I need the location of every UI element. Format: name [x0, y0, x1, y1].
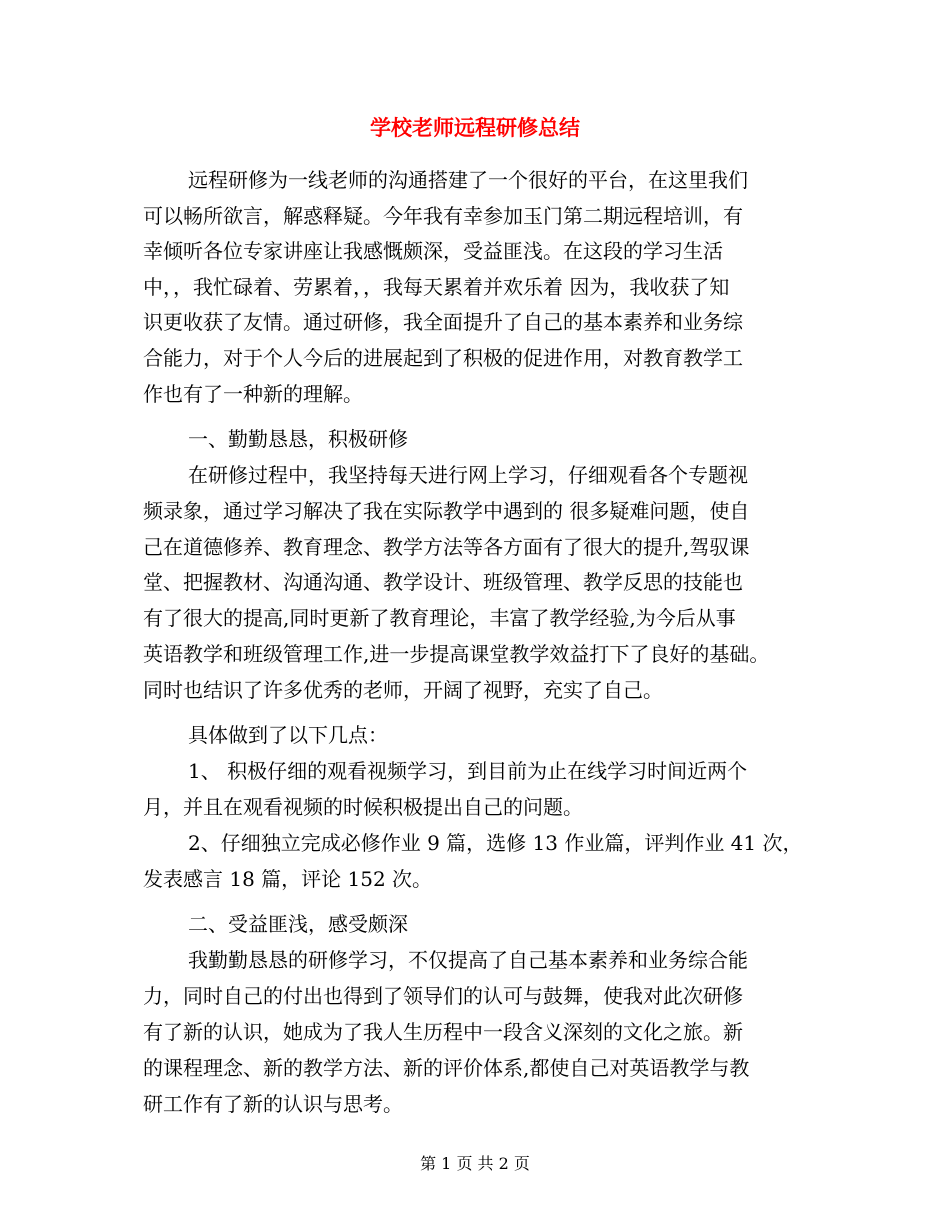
paragraph-line: 有了很大的提高,同时更新了教育理论，丰富了教学经验,为今后从事 [143, 606, 736, 630]
paragraph-line: 中，，我忙碌着、劳累着，，我每天累着并欢乐着 因为，我收获了知 [143, 275, 730, 299]
list-item: 2、仔细独立完成必修作业 9 篇，选修 13 作业篇，评判作业 41 次， [188, 831, 803, 855]
paragraph-line: 作也有了一种新的理解。 [143, 382, 363, 406]
paragraph-line: 合能力，对于个人今后的进展起到了积极的促进作用，对教育教学工 [143, 346, 743, 370]
paragraph-line: 力，同时自己的付出也得到了领导们的认可与鼓舞，使我对此次研修 [143, 984, 743, 1008]
section-heading: 一、勤勤恳恳，积极研修 [188, 427, 408, 451]
paragraph-line: 同时也结识了许多优秀的老师，开阔了视野，充实了自己。 [143, 678, 663, 702]
paragraph-line: 具体做到了以下几点： [188, 723, 388, 747]
paragraph-line: 频录象，通过学习解决了我在实际教学中遇到的 很多疑难问题，使自 [143, 499, 750, 523]
list-item: 1、 积极仔细的观看视频学习，到目前为止在线学习时间近两个 [188, 759, 748, 783]
paragraph-line: 英语教学和班级管理工作,进一步提高课堂教学效益打下了良好的基础。 [143, 642, 770, 666]
list-item-continuation: 月，并且在观看视频的时候积极提出自己的问题。 [143, 795, 583, 819]
paragraph-line: 的课程理念、新的教学方法、新的评价体系,都使自己对英语教学与教 [143, 1056, 750, 1080]
paragraph-line: 研工作有了新的认识与思考。 [143, 1092, 403, 1116]
list-item-continuation: 发表感言 18 篇，评论 152 次。 [143, 867, 433, 891]
paragraph-line: 己在道德修养、教育理念、教学方法等各方面有了很大的提升,驾驭课 [143, 535, 750, 559]
page-footer: 第 1 页 共 2 页 [420, 1154, 530, 1173]
paragraph-line: 堂、把握教材、沟通沟通、教学设计、班级管理、教学反思的技能也 [143, 570, 743, 594]
section-heading: 二、受益匪浅，感受颇深 [188, 912, 408, 936]
paragraph-line: 幸倾听各位专家讲座让我感慨颇深，受益匪浅。在这段的学习生活 [143, 239, 723, 263]
paragraph-line: 在研修过程中，我坚持每天进行网上学习，仔细观看各个专题视 [188, 463, 748, 487]
paragraph-line: 有了新的认识，她成为了我人生历程中一段含义深刻的文化之旅。新 [143, 1020, 743, 1044]
document-title: 学校老师远程研修总结 [370, 116, 580, 140]
paragraph-line: 远程研修为一线老师的沟通搭建了一个很好的平台，在这里我们 [188, 168, 748, 192]
paragraph-line: 识更收获了友情。通过研修，我全面提升了自己的基本素养和业务综 [143, 310, 743, 334]
paragraph-line: 可以畅所欲言，解惑释疑。今年我有幸参加玉门第二期远程培训，有 [143, 204, 743, 228]
paragraph-line: 我勤勤恳恳的研修学习，不仅提高了自己基本素养和业务综合能 [188, 948, 748, 972]
